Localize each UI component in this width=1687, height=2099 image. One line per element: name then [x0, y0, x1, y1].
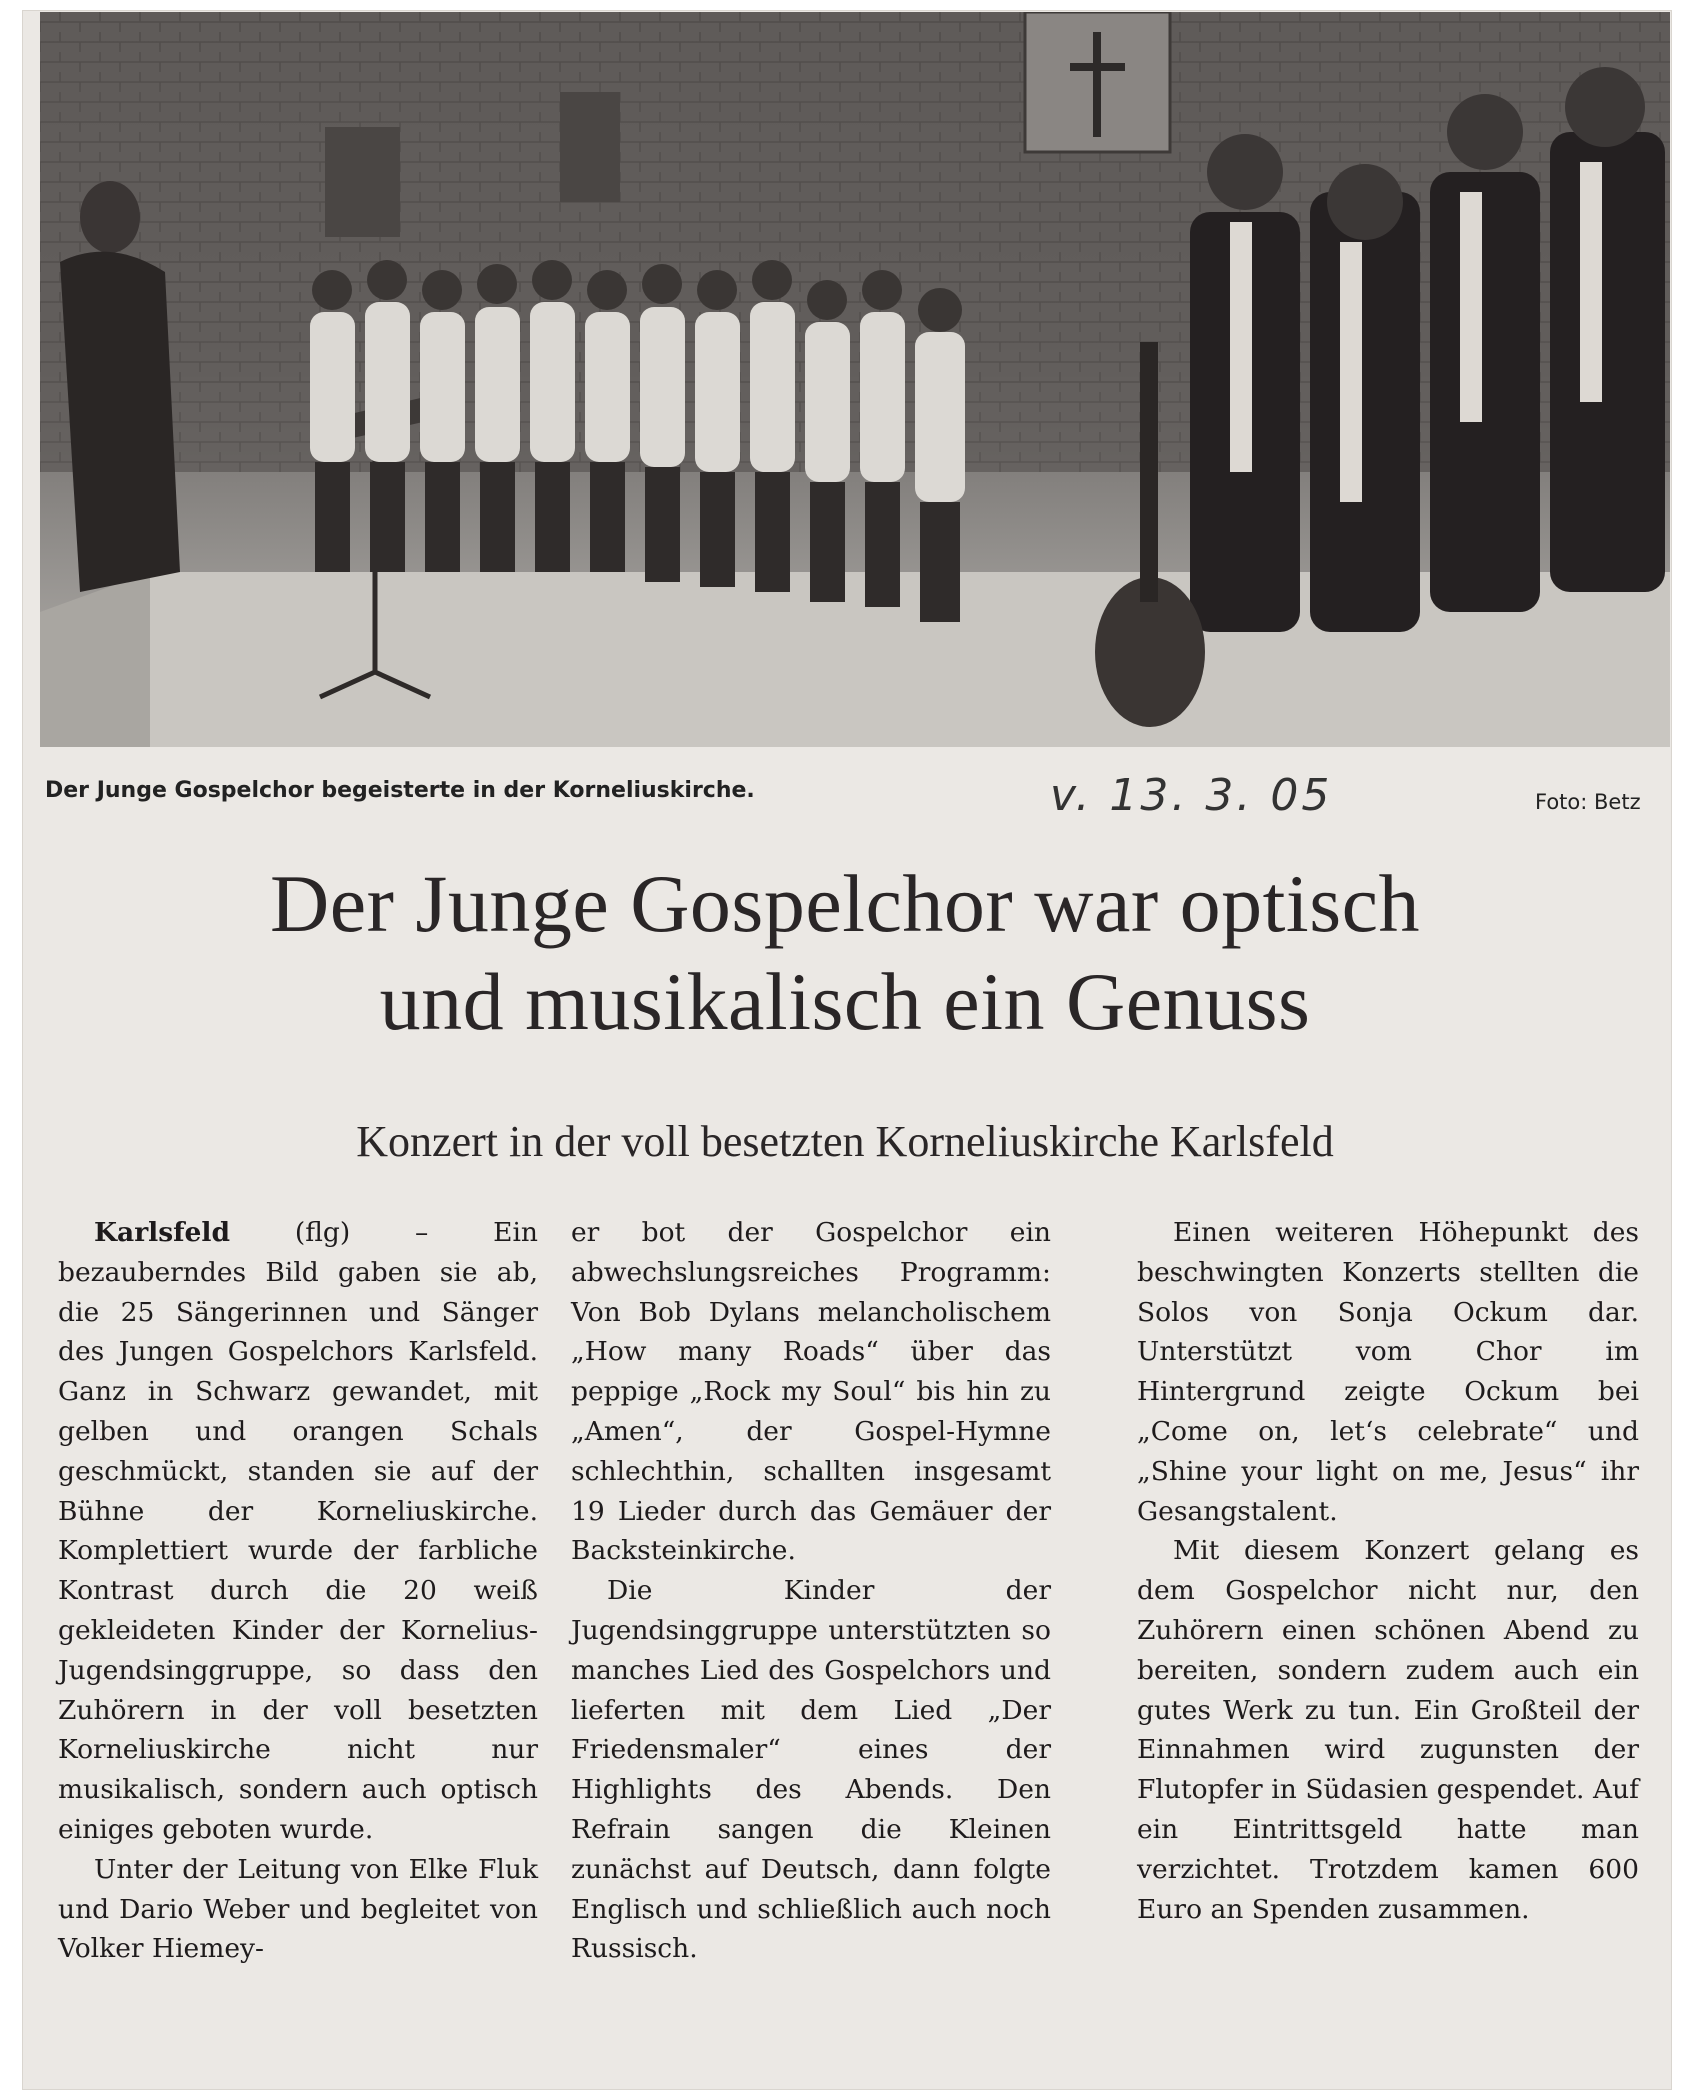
photo-caption: Der Junge Gospelchor begeisterte in der Korneliuskirche.	[45, 778, 755, 803]
headline	[40, 855, 1650, 1051]
article-column-1	[58, 1213, 538, 1969]
paragraph: Mit diesem Konzert gelang es dem Gospelchor nicht nur, den Zuhörern einen schönen Abend zu bereiten, sondern zudem auch ein gutes Werk zu tun. Ein Großteil der Einnahmen wird zugunsten der Flutopfer in Südasien gespendet. Auf ein Eintrittsgeld hatte man verzichtet. Trotzdem kamen 600 Euro an Spenden zusammen.	[1137, 1535, 1639, 1925]
paragraph: er bot der Gospelchor ein abwechslungsreiches Programm: Von Bob Dylans melancholischem „How many Roads“ über das peppige „Rock my Soul“ bis hin zu „Amen“, der Gospel-Hymne schlechthin, schallten insgesamt 19 Lieder durch das Gemäuer der Backsteinkirche.	[571, 1217, 1051, 1567]
photo-credit: Foto: Betz	[1535, 790, 1641, 814]
choir-photo	[40, 12, 1670, 747]
handwritten-date: v. 13. 3. 05	[1050, 770, 1333, 821]
article-column-2	[571, 1213, 1051, 1969]
paragraph: Die Kinder der Jugendsinggruppe unterstützten so manches Lied des Gospelchors und lieferten mit dem Lied „Der Friedensmaler“ eines der Highlights des Abends. Den Refrain sangen die Kleinen zunächst auf Deutsch, dann folgte Englisch und schließlich auch noch Russisch.	[571, 1575, 1051, 1965]
choir-photo-illustration	[40, 12, 1670, 747]
dateline: Karlsfeld	[94, 1217, 231, 1248]
paragraph-text: (flg) – Ein bezauberndes Bild gaben sie ab, die 25 Sängerinnen und Sänger des Jungen Gospelchors Karlsfeld. Ganz in Schwarz gewandet, mit gelben und orangen Schals geschmückt, standen sie auf der Bühne der Korneliuskirche. Komplettiert wurde der farbliche Kontrast durch die 20 weiß gekleideten Kinder der Kornelius-Jugendsinggruppe, so dass den Zuhörern in der voll besetzten Korneliuskirche nicht nur musikalisch, sondern auch optisch einiges geboten wurde.	[58, 1217, 538, 1845]
paragraph	[58, 1213, 538, 1850]
article-column-3	[1137, 1213, 1639, 1929]
paragraph: Einen weiteren Höhepunkt des beschwingten Konzerts stellten die Solos von Sonja Ockum dar. Unterstützt vom Chor im Hintergrund zeigte Ockum bei „Come on, let‘s celebrate“ und „Shine your light on me, Jesus“ ihr Gesangstalent.	[1137, 1217, 1639, 1527]
paragraph: Unter der Leitung von Elke Fluk und Dario Weber und begleitet von Volker Hiemey-	[58, 1853, 538, 1965]
headline-line-1: Der Junge Gospelchor war optisch	[269, 858, 1421, 949]
subheadline: Konzert in der voll besetzten Korneliuskirche Karlsfeld	[356, 1117, 1334, 1166]
headline-line-2: und musikalisch ein Genuss	[379, 956, 1311, 1047]
